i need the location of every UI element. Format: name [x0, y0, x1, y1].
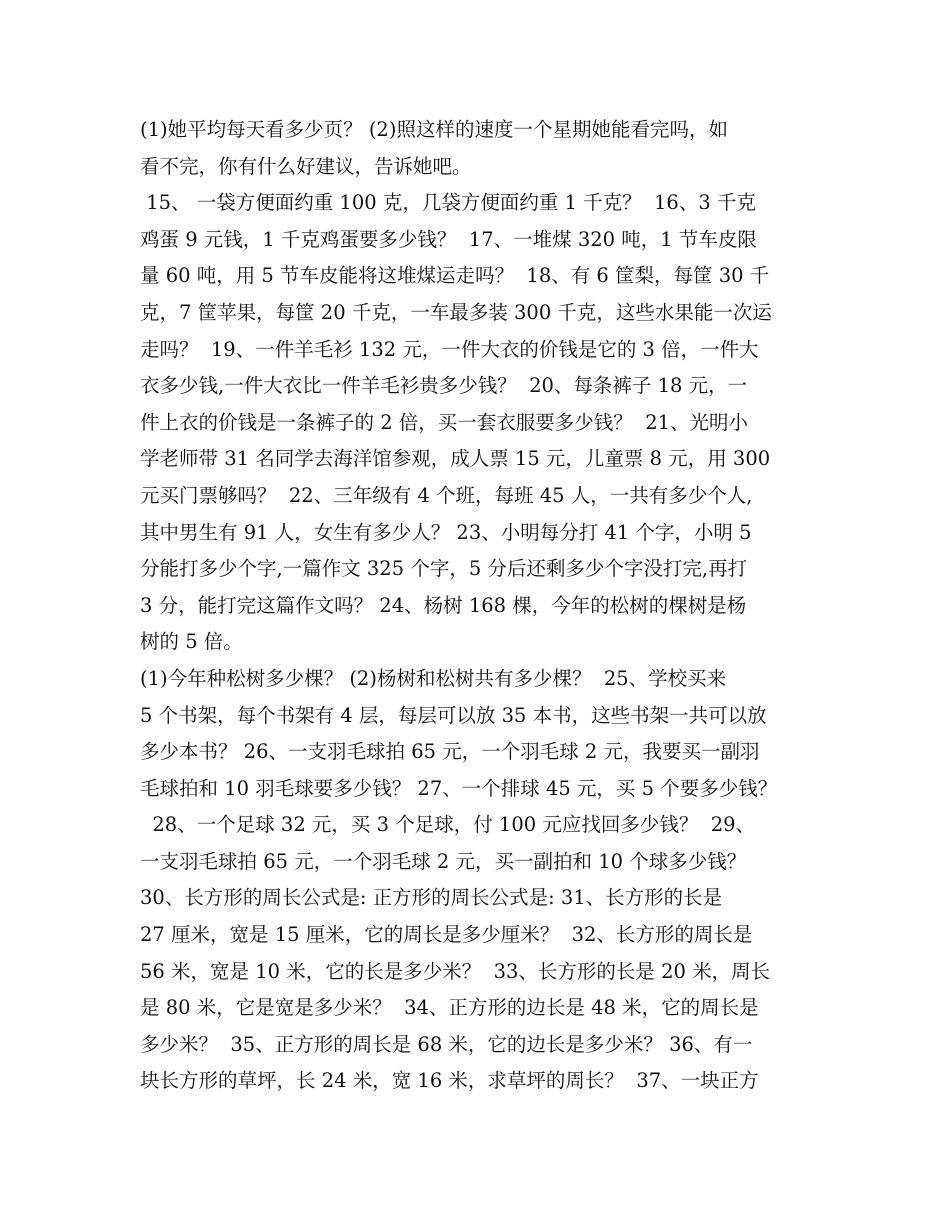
- text-line: 多少本书？ 26、一支羽毛球拍 65 元，一个羽毛球 2 元，我要买一副羽: [140, 740, 760, 764]
- text-line: 树的 5 倍。: [140, 630, 243, 654]
- text-line: 衣多少钱,一件大衣比一件羊毛衫贵多少钱？ 20、每条裤子 18 元，一: [140, 374, 748, 398]
- text-line: 一支羽毛球拍 65 元，一个羽毛球 2 元，买一副拍和 10 个球多少钱？: [140, 849, 747, 873]
- text-line: 5 个书架，每个书架有 4 层，每层可以放 35 本书，这些书架一共可以放: [140, 703, 767, 727]
- text-line: 15、 一袋方便面约重 100 克，几袋方便面约重 1 千克？ 16、3 千克: [140, 191, 756, 215]
- text-line: 件上衣的价钱是一条裤子的 2 倍，买一套衣服要多少钱？ 21、光明小: [140, 410, 749, 434]
- text-line: (1)她平均每天看多少页？ (2)照这样的速度一个星期她能看完吗，如: [140, 118, 728, 141]
- text-line: 多少米？ 35、正方形的周长是 68 米，它的边长是多少米？ 36、有一: [140, 1032, 753, 1056]
- document-body: [140, 112, 820, 1100]
- text-line: 克，7 筐苹果，每筐 20 千克，一车最多装 300 千克，这些水果能一次运: [140, 300, 772, 324]
- text-line: 量 60 吨，用 5 节车皮能将这堆煤运走吗？ 18、有 6 筐梨，每筐 30 千: [140, 264, 770, 288]
- text-line: 27 厘米，宽是 15 厘米，它的周长是多少厘米？ 32、长方形的周长是: [140, 923, 753, 947]
- text-line: 学老师带 31 名同学去海洋馆参观，成人票 15 元，儿童票 8 元，用 300: [140, 447, 771, 471]
- text-line: 走吗？ 19、一件羊毛衫 132 元，一件大衣的价钱是它的 3 倍，一件大: [140, 337, 759, 361]
- text-line: 毛球拍和 10 羽毛球要多少钱？ 27、一个排球 45 元，买 5 个要多少钱？: [140, 776, 778, 800]
- text-line: 元买门票够吗？ 22、三年级有 4 个班，每班 45 人，一共有多少个人,: [140, 483, 753, 507]
- text-line: (1)今年种松树多少棵？ (2)杨树和松树共有多少棵？ 25、学校买来: [140, 666, 727, 690]
- text-line: 鸡蛋 9 元钱，1 千克鸡蛋要多少钱？ 17、一堆煤 320 吨，1 节车皮限: [140, 227, 757, 251]
- text-line: 56 米，宽是 10 米，它的长是多少米？ 33、长方形的长是 20 米，周长: [140, 959, 771, 983]
- text-line: 28、一个足球 32 元，买 3 个足球，付 100 元应找回多少钱？ 29、: [140, 813, 756, 837]
- text-line: 分能打多少个字,一篇作文 325 个字，5 分后还剩多少个字没打完,再打: [140, 557, 748, 581]
- text-line: 其中男生有 91 人，女生有多少人？ 23、小明每分打 41 个字，小明 5: [140, 520, 752, 544]
- text-line: 是 80 米，它是宽是多少米？ 34、正方形的边长是 48 米，它的周长是: [140, 996, 759, 1020]
- text-line: 看不完，你有什么好建议，告诉她吧。: [140, 154, 472, 178]
- text-line: 块长方形的草坪，长 24 米，宽 16 米，求草坪的周长？ 37、一块正方: [140, 1069, 759, 1093]
- text-line: 30、长方形的周长公式是: 正方形的周长公式是: 31、长方形的长是: [140, 886, 723, 910]
- text-line: 3 分，能打完这篇作文吗？ 24、杨树 168 棵，今年的松树的棵树是杨: [140, 593, 747, 617]
